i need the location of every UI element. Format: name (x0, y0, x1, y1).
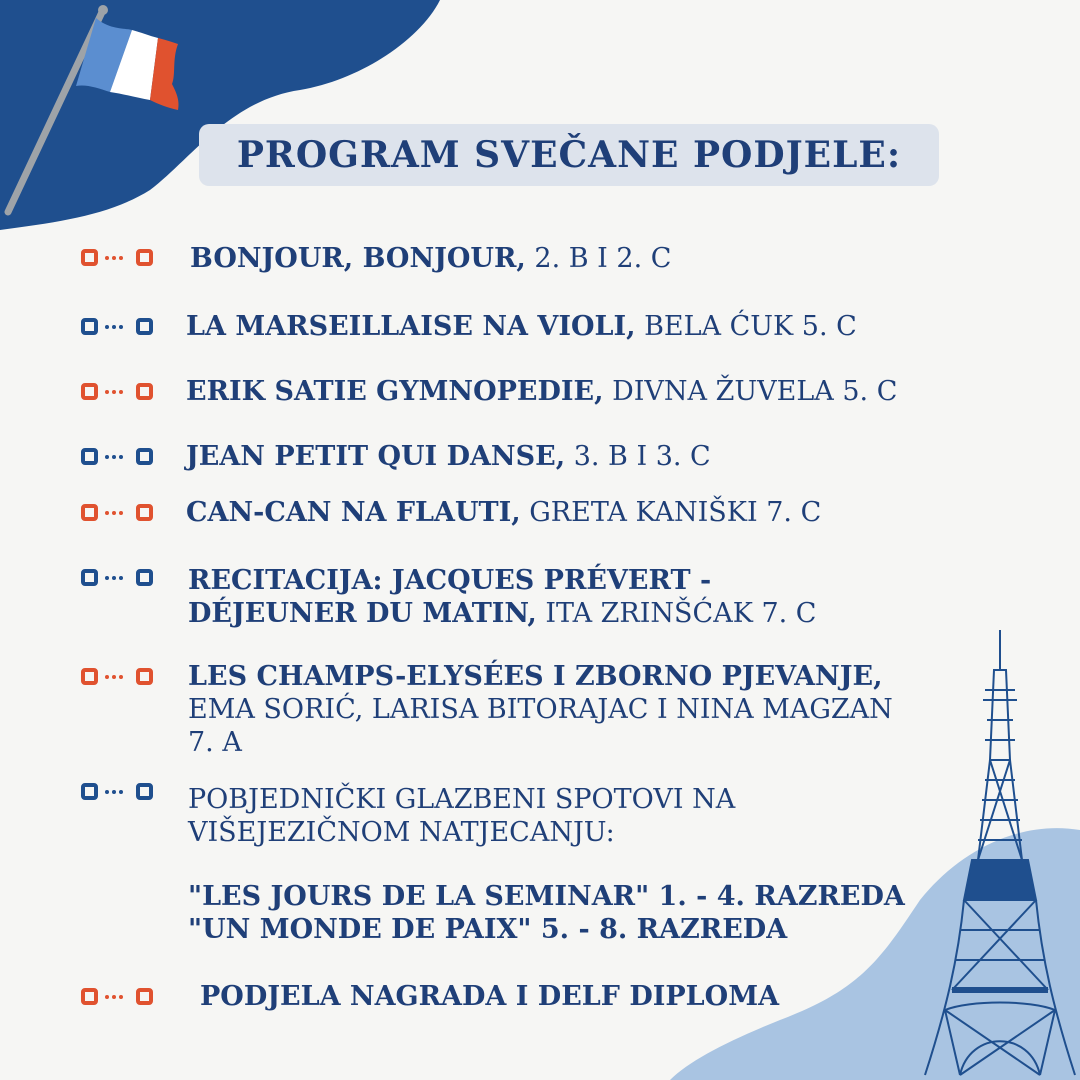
contest-line: "LES JOURS DE LA SEMINAR" 1. - 4. RAZREDA (188, 881, 905, 912)
page-title: PROGRAM SVEČANE PODJELE: (236, 134, 902, 176)
contest-videos-list (188, 880, 948, 946)
program-item-8 (188, 783, 828, 849)
item-performer: GRETA KANIŠKI 7. C (520, 497, 822, 528)
connector-bullet-icon (80, 987, 160, 1007)
item-performer: BELA ĆUK 5. C (635, 311, 857, 342)
program-item-6 (188, 564, 828, 630)
item-title: LES CHAMPS-ELYSÉES I ZBORNO PJEVANJE, (188, 661, 883, 692)
program-item-7 (188, 660, 918, 759)
item-title: LA MARSEILLAISE NA VIOLI, (186, 311, 636, 342)
item-title: BONJOUR, BONJOUR, (190, 243, 526, 274)
connector-bullet-icon (80, 782, 160, 802)
program-item-4 (186, 440, 946, 473)
item-title: JEAN PETIT QUI DANSE, (186, 441, 566, 472)
connector-bullet-icon (80, 248, 160, 268)
program-item-1 (190, 242, 950, 275)
item-title: PODJELA NAGRADA I DELF DIPLOMA (200, 981, 780, 1012)
program-item-5 (186, 496, 946, 529)
title-panel (199, 124, 939, 186)
connector-bullet-icon (80, 317, 160, 337)
item-performer: EMA SORIĆ, LARISA BITORAJAC I NINA MAGZAN 7. A (188, 694, 893, 758)
program-item-9 (200, 980, 960, 1013)
connector-bullet-icon (80, 447, 160, 467)
connector-bullet-icon (80, 568, 160, 588)
item-performer: ITA ZRINŠĆAK 7. C (536, 598, 817, 629)
connector-bullet-icon (80, 503, 160, 523)
item-title: POBJEDNIČKI GLAZBENI SPOTOVI NA VIŠEJEZIČNOM NATJECANJU: (188, 784, 736, 848)
program-item-2 (186, 310, 946, 343)
item-performer: DIVNA ŽUVELA 5. C (603, 376, 898, 407)
item-performer: 3. B I 3. C (565, 441, 711, 472)
item-title: RECITACIJA: JACQUES PRÉVERT - DÉJEUNER DU MATIN, (188, 565, 712, 629)
item-title: ERIK SATIE GYMNOPEDIE, (186, 376, 604, 407)
item-performer: 2. B I 2. C (525, 243, 672, 274)
connector-bullet-icon (80, 667, 160, 687)
item-title: CAN-CAN NA FLAUTI, (186, 497, 521, 528)
navy-wave-shape (0, 0, 440, 230)
program-item-3 (186, 375, 946, 408)
contest-line: "UN MONDE DE PAIX" 5. - 8. RAZREDA (188, 914, 788, 945)
connector-bullet-icon (80, 382, 160, 402)
